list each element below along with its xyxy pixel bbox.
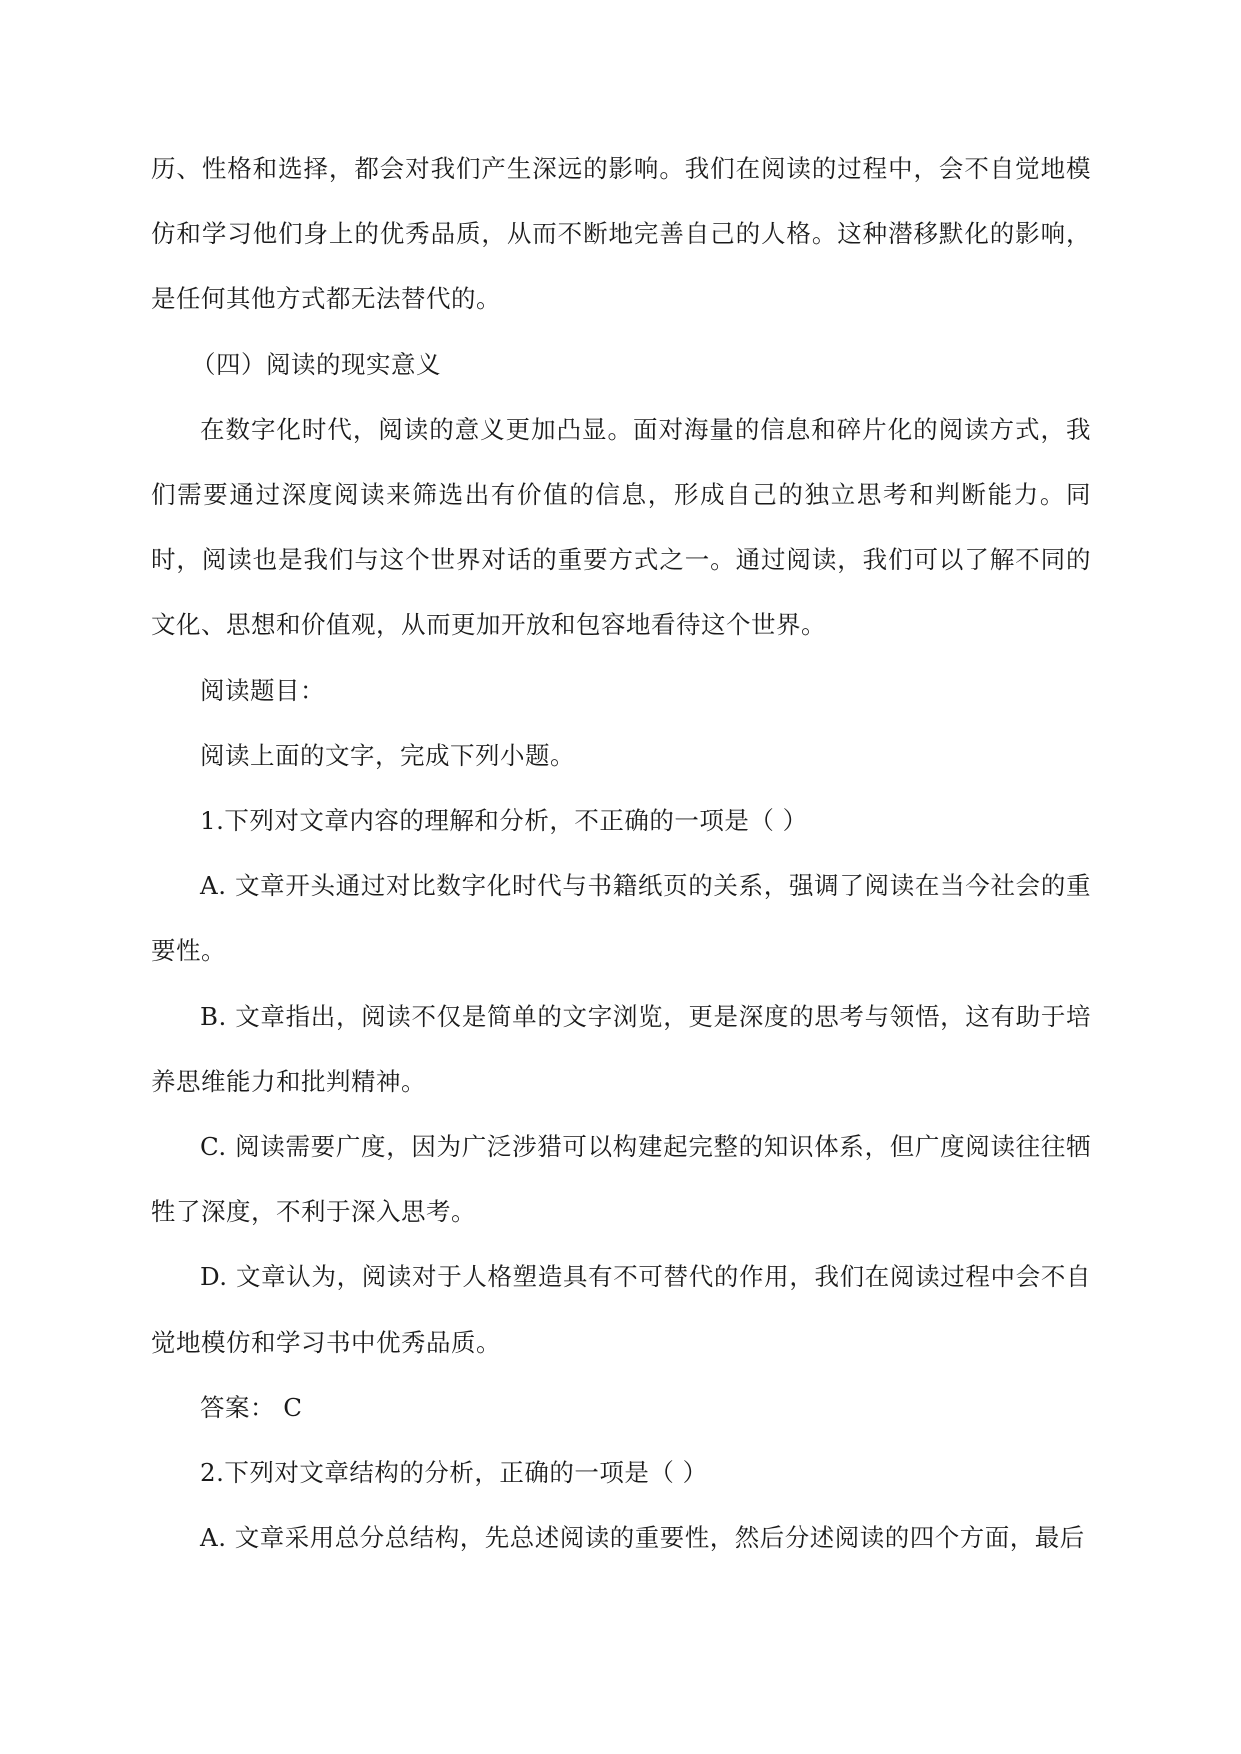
question-1-option-b: B. 文章指出，阅读不仅是简单的文字浏览，更是深度的思考与领悟，这有助于培养思维能力和批判精神。 xyxy=(151,1001,1091,1096)
paragraph-section-4: 在数字化时代，阅读的意义更加凸显。面对海量的信息和碎片化的阅读方式，我们需要通过深度阅读来筛选出有价值的信息，形成自己的独立思考和判断能力。同时，阅读也是我们与这个世界对话的重要方式之一。通过阅读，我们可以了解不同的文化、思想和价值观，从而更加开放和包容地看待这个世界。 xyxy=(151,414,1091,640)
question-2-option-a: A. 文章采用总分总结构，先总述阅读的重要性，然后分述阅读的四个方面，最后 xyxy=(200,1523,1085,1553)
section-heading-4: （四）阅读的现实意义 xyxy=(191,349,441,379)
question-1-answer: 答案： C xyxy=(200,1392,303,1422)
question-1-stem: 1.下列对文章内容的理解和分析，不正确的一项是（ ） xyxy=(200,806,808,836)
question-1-option-c: C. 阅读需要广度，因为广泛涉猎可以构建起完整的知识体系，但广度阅读往往牺牲了深度，不利于深入思考。 xyxy=(151,1132,1091,1227)
questions-label: 阅读题目： xyxy=(200,675,325,705)
question-1-option-a: A. 文章开头通过对比数字化时代与书籍纸页的关系，强调了阅读在当今社会的重要性。 xyxy=(151,871,1091,966)
document-body xyxy=(151,136,1091,1570)
question-1-option-d: D. 文章认为，阅读对于人格塑造具有不可替代的作用，我们在阅读过程中会不自觉地模仿和学习书中优秀品质。 xyxy=(151,1262,1091,1357)
question-2-stem: 2.下列对文章结构的分析，正确的一项是（ ） xyxy=(200,1458,708,1488)
paragraph-continuation: 历、性格和选择，都会对我们产生深远的影响。我们在阅读的过程中，会不自觉地模仿和学习他们身上的优秀品质，从而不断地完善自己的人格。这种潜移默化的影响，是任何其他方式都无法替代的。 xyxy=(151,154,1091,314)
instruction: 阅读上面的文字，完成下列小题。 xyxy=(200,740,575,770)
